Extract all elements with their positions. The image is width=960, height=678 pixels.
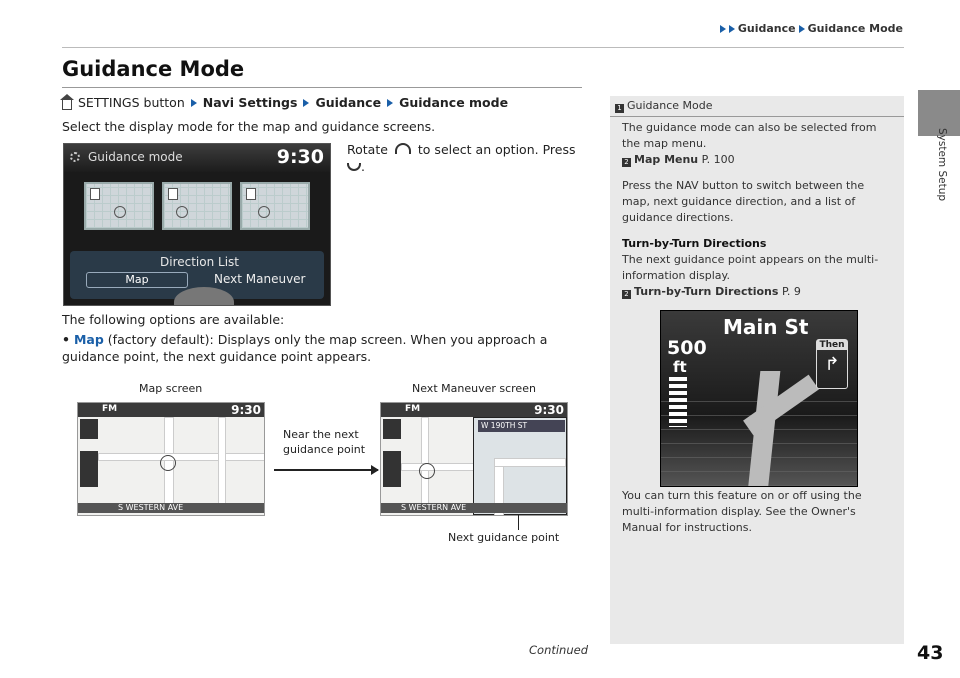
panel-tbt-heading: Turn-by-Turn Directions <box>622 237 767 250</box>
compass-icon <box>90 188 100 200</box>
bullet-text: (factory default): Displays only the map screen. When you approach a guidance point, the next guidance point appears. <box>62 332 548 364</box>
callout-line <box>518 514 519 530</box>
turn-right-icon: ↱ <box>824 354 840 375</box>
next-street-name: W 190TH ST <box>478 420 565 432</box>
next-guidance-point-label: Next guidance point <box>448 531 560 544</box>
menu-path <box>62 95 508 110</box>
street-name: S WESTERN AVE <box>401 503 467 512</box>
ref1-page: P. 100 <box>701 153 735 166</box>
cross-reference-icon: 2 <box>622 290 631 299</box>
next-maneuver-panel <box>473 417 567 515</box>
map-screen-image <box>77 402 265 516</box>
cross-reference-icon: 2 <box>622 158 631 167</box>
continued-label: Continued <box>529 643 589 657</box>
map-screen-caption: Map screen <box>139 382 203 395</box>
compass-icon <box>168 188 178 200</box>
rotate-end: . <box>361 159 365 174</box>
path-step: Guidance <box>315 95 382 110</box>
breadcrumb <box>720 22 903 35</box>
compass-panel <box>383 419 401 439</box>
reference-icon: 1 <box>615 104 624 113</box>
compass-icon <box>246 188 256 200</box>
multi-information-display <box>660 310 858 487</box>
radio-band: FM <box>102 404 118 414</box>
guidance-mode-screen <box>63 143 331 306</box>
option-map-thumbnail[interactable] <box>84 182 154 230</box>
compass-panel <box>80 419 98 439</box>
panel-ref2[interactable] <box>622 284 894 300</box>
distance-bars <box>669 377 687 427</box>
distance-value: 500 <box>667 337 707 359</box>
option-direction-list-thumbnail[interactable] <box>162 182 232 230</box>
rotate-instruction <box>347 141 587 175</box>
position-icon <box>419 463 435 479</box>
triangle-icon <box>729 25 735 33</box>
display-street: Main St <box>723 315 809 339</box>
eta-panel <box>383 451 401 487</box>
ref2-page: P. 9 <box>781 285 801 298</box>
side-tab-label: System Setup <box>936 128 948 202</box>
position-icon <box>258 206 270 218</box>
breadcrumb-guidance: Guidance <box>737 22 796 35</box>
path-step: Guidance mode <box>399 95 509 110</box>
bullet-icon: • <box>62 332 70 347</box>
gear-icon <box>70 152 80 162</box>
intro-text: Select the display mode for the map and guidance screens. <box>62 119 436 134</box>
transition-arrow <box>274 469 378 471</box>
screen-title: Guidance mode <box>88 150 183 164</box>
position-icon <box>176 206 188 218</box>
direction-list-option[interactable]: Direction List <box>160 255 240 269</box>
triangle-icon <box>191 99 197 107</box>
path-step: Navi Settings <box>202 95 298 110</box>
option-next-maneuver-thumbnail[interactable] <box>240 182 310 230</box>
header-divider <box>62 47 904 48</box>
triangle-icon <box>303 99 309 107</box>
options-intro: The following options are available: <box>62 312 285 327</box>
map-option-bullet <box>62 331 582 365</box>
page-number: 43 <box>917 642 944 664</box>
map-option[interactable]: Map <box>86 272 188 288</box>
position-icon <box>160 455 176 471</box>
map-road <box>98 453 265 461</box>
street-name: S WESTERN AVE <box>118 503 184 512</box>
panel-heading-text: Guidance Mode <box>627 99 713 112</box>
map-road <box>494 458 566 467</box>
rotate-pre: Rotate <box>347 142 388 157</box>
panel-p3: You can turn this feature on or off using the multi-information display. See the Owner's Manual for instructions. <box>622 489 862 534</box>
next-maneuver-option[interactable]: Next Maneuver <box>214 272 306 286</box>
street-strip <box>381 503 567 513</box>
nav-clock: 9:30 <box>231 403 261 417</box>
triangle-icon <box>799 25 805 33</box>
dial-rotate-icon <box>395 143 411 154</box>
panel-p2: Press the NAV button to switch between the map, next guidance direction, and a list of guidance directions. <box>622 179 865 224</box>
then-box <box>816 339 848 389</box>
panel-ref1[interactable] <box>622 152 894 168</box>
screen-clock: 9:30 <box>276 146 324 168</box>
next-maneuver-screen-image <box>380 402 568 516</box>
home-icon <box>62 100 72 110</box>
near-guidance-label: Near the next guidance point <box>283 428 366 456</box>
display-distance <box>667 339 707 376</box>
map-road <box>401 463 483 471</box>
dial-press-icon <box>347 163 361 171</box>
next-maneuver-caption: Next Maneuver screen <box>412 382 536 395</box>
triangle-icon <box>720 25 726 33</box>
then-label: Then <box>817 340 847 350</box>
panel-divider <box>610 116 904 117</box>
map-road <box>218 417 226 509</box>
title-divider <box>62 87 582 88</box>
position-icon <box>114 206 126 218</box>
panel-heading <box>615 99 713 112</box>
radio-band: FM <box>405 404 421 414</box>
rotate-post: to select an option. Press <box>417 142 576 157</box>
bullet-label: Map <box>73 332 104 347</box>
path-settings: SETTINGS button <box>78 95 185 110</box>
distance-unit: ft <box>673 358 687 376</box>
ref2-label: Turn-by-Turn Directions <box>634 285 779 298</box>
ref1-label: Map Menu <box>634 153 699 166</box>
breadcrumb-guidance-mode: Guidance Mode <box>807 22 903 35</box>
eta-panel <box>80 451 98 487</box>
panel-tbt-text: The next guidance point appears on the multi-information display. <box>622 253 879 282</box>
panel-p1: The guidance mode can also be selected from the map menu. <box>622 121 877 150</box>
page-title: Guidance Mode <box>62 57 245 81</box>
street-strip <box>78 503 264 513</box>
nav-clock: 9:30 <box>534 403 564 417</box>
triangle-icon <box>387 99 393 107</box>
